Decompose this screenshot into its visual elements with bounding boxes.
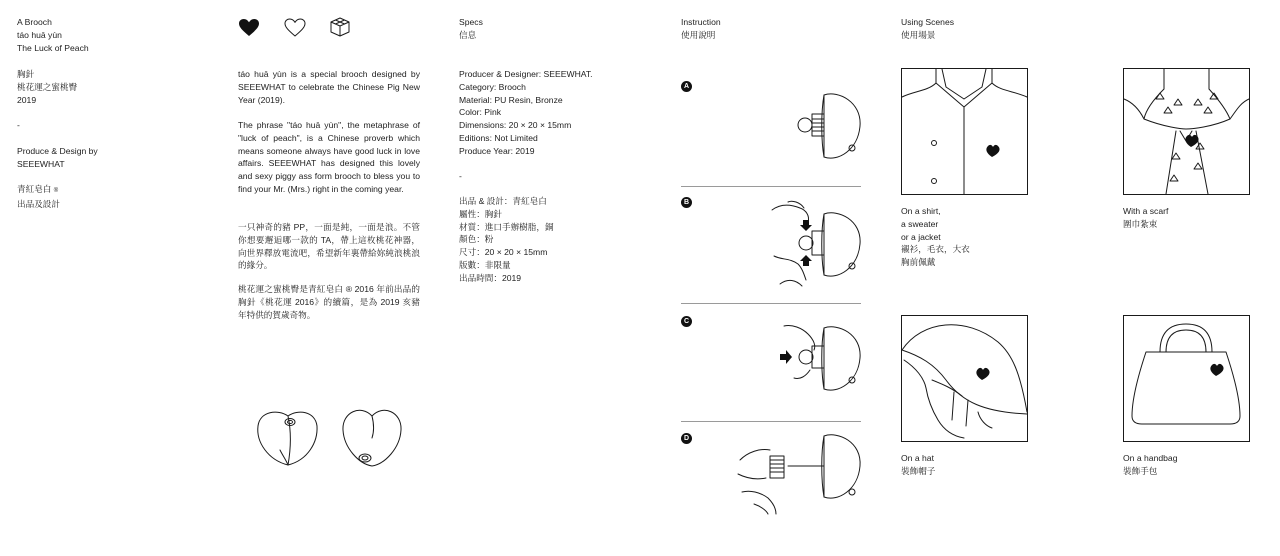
- scene-handbag-frame: [1123, 315, 1250, 442]
- scene-shirt-caption: On a shirt, a sweater or a jacket 襯衫，毛衣，大衣 胸前佩戴: [901, 206, 970, 268]
- description-en-1: táo huā yùn is a special brooch designed by SEEEWHAT to celebrate the Chinese Pig New Year (2019).: [238, 69, 420, 105]
- shirt-illustration: [902, 69, 1027, 194]
- heart-outline-icon: [284, 18, 306, 38]
- peach-front-illustration: [341, 406, 403, 468]
- specs-heading: Specs 信息: [459, 17, 483, 40]
- description-zh-1: 一只神奇的豬 PP，一面是純，一面是浪。不管你想要邂逅哪一款的 TA，帶上這枚桃花神器，向世界釋放電流吧，希望新年裏帶給妳純浪桃浪的緣分。: [238, 222, 420, 271]
- step-b-badge: B: [681, 197, 692, 208]
- handbag-illustration: [1124, 316, 1248, 440]
- divider-line: [681, 421, 861, 422]
- divider-dash: -: [17, 120, 20, 130]
- description-zh-2: 桃花運之蜜桃臀是青紅皂白 ® 2016 年前出品的胸針《桃花運 2016》的續篇，是為 2019 亥豬年特供的賀歲奇物。: [238, 284, 420, 320]
- step-a-illustration: [790, 92, 862, 162]
- scene-hat-caption: On a hat 裝飾帽子: [901, 453, 936, 476]
- credit: Produce & Design by SEEEWHAT: [17, 146, 98, 169]
- specs-list-en: Producer & Designer: SEEEWHAT. Category: Brooch Material: PU Resin, Bronze Color: Pink Dimensions: 20 × 20 × 15mm Editions: Not Limited Produce Year: 2019: [459, 69, 593, 156]
- step-c-illustration: [770, 322, 864, 394]
- gift-box-icon: [329, 16, 351, 38]
- scene-hat-frame: [901, 315, 1028, 442]
- specs-dash: -: [459, 171, 462, 181]
- specs-list-zh: 出品 & 設計：青紅皂白 屬性：胸針 材質：進口手辦樹脂，銅 顏色：粉 尺寸：20 × 20 × 15mm 版數：非限量 出品時間：2019: [459, 196, 554, 283]
- step-b-illustration: [770, 198, 864, 290]
- description-en-2: The phrase "táo huā yùn", the metaphrase of "luck of peach", is a Chinese proverb which means someone always have good luck in love affairs. SEEEWHAT has designed this lovely and sexy piggy ass form brooch to bless you to find your Mr. (Mrs.) right in the coming year.: [238, 120, 420, 194]
- scenes-heading: Using Scenes 使用場景: [901, 17, 955, 40]
- step-d-badge: D: [681, 433, 692, 444]
- scarf-illustration: [1124, 69, 1249, 194]
- scene-handbag-caption: On a handbag 裝飾手包: [1123, 453, 1178, 476]
- product-title-zh: 胸針 桃花運之蜜桃臀 2019: [17, 69, 78, 105]
- scene-scarf-caption: With a scarf 圍巾紮束: [1123, 206, 1169, 229]
- heart-icon: [238, 18, 260, 38]
- peach-back-illustration: [256, 408, 320, 468]
- scene-scarf-frame: [1123, 68, 1250, 195]
- divider-line: [681, 186, 861, 187]
- registered-mark: ®: [53, 188, 59, 194]
- instruction-heading: Instruction 使用說明: [681, 17, 721, 40]
- step-d-illustration: [736, 434, 864, 514]
- step-a-badge: A: [681, 81, 692, 92]
- credit-zh: 青紅皂白 ® 出品及設計: [17, 184, 60, 209]
- divider-line: [681, 303, 861, 304]
- step-c-badge: C: [681, 316, 692, 327]
- product-title: A Brooch táo huā yùn The Luck of Peach: [17, 17, 89, 53]
- scene-shirt-frame: [901, 68, 1028, 195]
- hat-illustration: [902, 316, 1027, 441]
